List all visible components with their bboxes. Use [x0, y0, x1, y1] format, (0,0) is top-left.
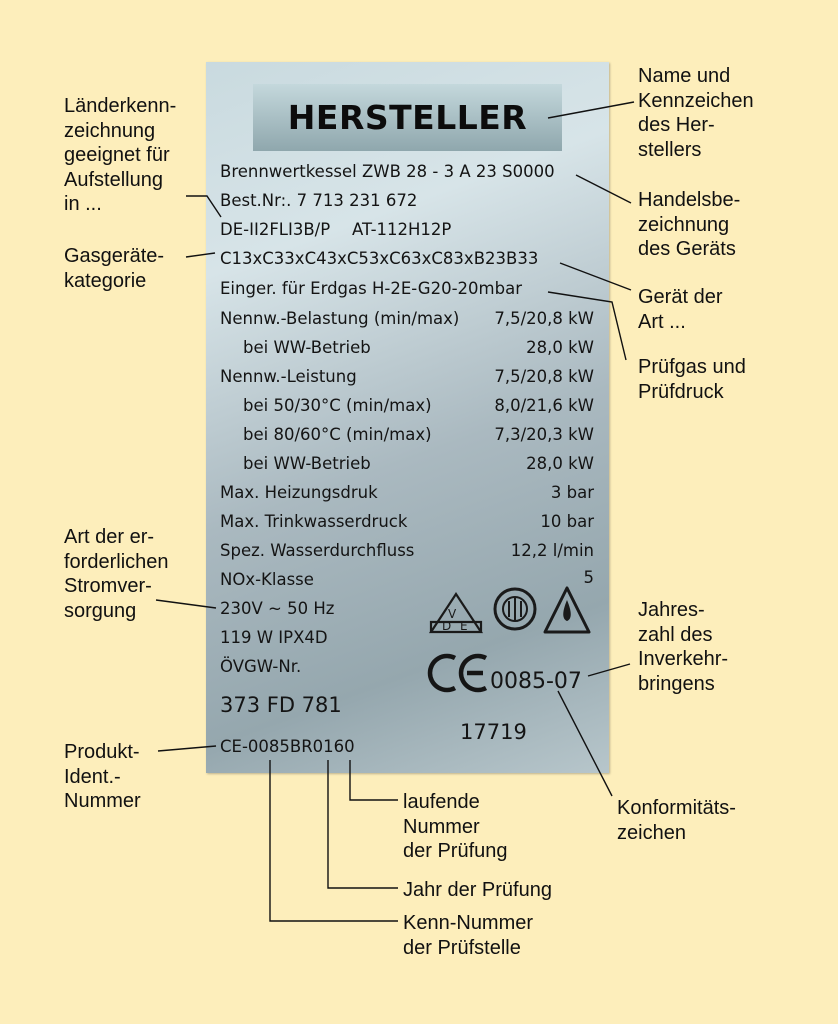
- annotation-kenn-nummer: Kenn-Nummer der Prüfstelle: [403, 912, 534, 959]
- row-label: Max. Trinkwasserdruck: [220, 512, 408, 531]
- row-label: Spez. Wasserdurchfluss: [220, 541, 415, 560]
- leader-line-art: [560, 263, 631, 290]
- oevgw-number: ÖVGW-Nr.: [220, 657, 302, 676]
- row-label: bei 50/30°C (min/max): [243, 396, 432, 415]
- power-supply: 230V ~ 50 Hz: [220, 599, 335, 618]
- svg-text:D: D: [442, 619, 452, 633]
- row-value: 7,3/20,3 kW: [494, 425, 594, 444]
- annotation-pruefgas: Prüfgas und Prüfdruck: [638, 356, 746, 403]
- leader-line-kenn: [270, 760, 398, 921]
- annotation-produkt-ident: Produkt- Ident.- Nummer: [64, 741, 141, 812]
- gas-setting: Einger. für Erdgas H-2E-G20-20mbar: [220, 279, 522, 298]
- row-label: bei WW-Betrieb: [243, 338, 371, 357]
- model-designation: Brennwertkessel ZWB 28 - 3 A 23 S0000: [220, 162, 555, 181]
- row-value: 8,0/21,6 kW: [494, 396, 594, 415]
- product-id-number: CE-0085BR0160: [220, 737, 355, 756]
- row-label: Nennw.-Leistung: [220, 367, 357, 386]
- appliance-types: C13xC33xC43xC53xC63xC83xB23B33: [220, 249, 539, 268]
- row-value: 7,5/20,8 kW: [494, 367, 594, 386]
- leader-line-laender: [186, 196, 221, 217]
- annotation-name-kennzeichen: Name und Kennzeichen des Her- stellers: [638, 65, 754, 161]
- row-label: bei WW-Betrieb: [243, 454, 371, 473]
- leader-line-gasgeraete: [186, 253, 215, 257]
- annotation-konformitaet: Konformitäts- zeichen: [617, 797, 736, 844]
- serial-number: 373 FD 781: [220, 693, 342, 717]
- annotation-geraet-der-art: Gerät der Art ...: [638, 286, 723, 333]
- row-value: 28,0 kW: [526, 454, 594, 473]
- leader-line-pruefgas: [548, 292, 626, 360]
- annotation-gasgeraetekategorie: Gasgeräte- kategorie: [64, 245, 165, 292]
- row-value: 10 bar: [540, 512, 594, 531]
- svg-text:E: E: [460, 619, 468, 633]
- leader-line-konform: [558, 691, 612, 796]
- leader-line-name: [548, 102, 634, 118]
- ce-number: 0085-07: [490, 669, 582, 694]
- power-ip-rating: 119 W IPX4D: [220, 628, 328, 647]
- country-category: DE-II2FLI3B/P: [220, 220, 331, 239]
- row-value: 12,2 l/min: [510, 541, 594, 560]
- row-value: 5: [583, 568, 594, 587]
- annotation-laenderkennzeichnung: Länderkenn- zeichnung geeignet für Aufstellung in ...: [64, 95, 177, 215]
- row-value: 7,5/20,8 kW: [494, 309, 594, 328]
- row-value: 28,0 kW: [526, 338, 594, 357]
- annotation-laufende-nummer: laufende Nummer der Prüfung: [403, 791, 508, 862]
- row-label: NOx-Klasse: [220, 570, 314, 589]
- row-label: bei 80/60°C (min/max): [243, 425, 432, 444]
- order-number: Best.Nr:. 7 713 231 672: [220, 191, 418, 210]
- leader-line-jahr-pruefung: [328, 760, 398, 888]
- row-label: Max. Heizungsdruk: [220, 483, 378, 502]
- leader-line-laufend: [350, 760, 398, 800]
- leader-line-jahres: [588, 664, 630, 676]
- manufacturer-name: HERSTELLER: [287, 98, 528, 137]
- annotation-stromversorgung: Art der er- forderlichen Stromver- sorgung: [64, 526, 169, 622]
- annotation-jahreszahl: Jahres- zahl des Inverkehr- bringens: [638, 599, 729, 695]
- leader-line-handel: [576, 175, 631, 203]
- country-category-at: AT-112H12P: [352, 220, 452, 239]
- annotation-jahr-pruefung: Jahr der Prüfung: [403, 879, 552, 901]
- svg-text:V: V: [448, 607, 457, 621]
- row-label: Nennw.-Belastung (min/max): [220, 309, 460, 328]
- leader-line-produkt: [158, 746, 216, 751]
- code-17719: 17719: [460, 720, 527, 744]
- row-value: 3 bar: [550, 483, 594, 502]
- annotation-handelsbezeichnung: Handelsbe- zeichnung des Geräts: [638, 189, 741, 260]
